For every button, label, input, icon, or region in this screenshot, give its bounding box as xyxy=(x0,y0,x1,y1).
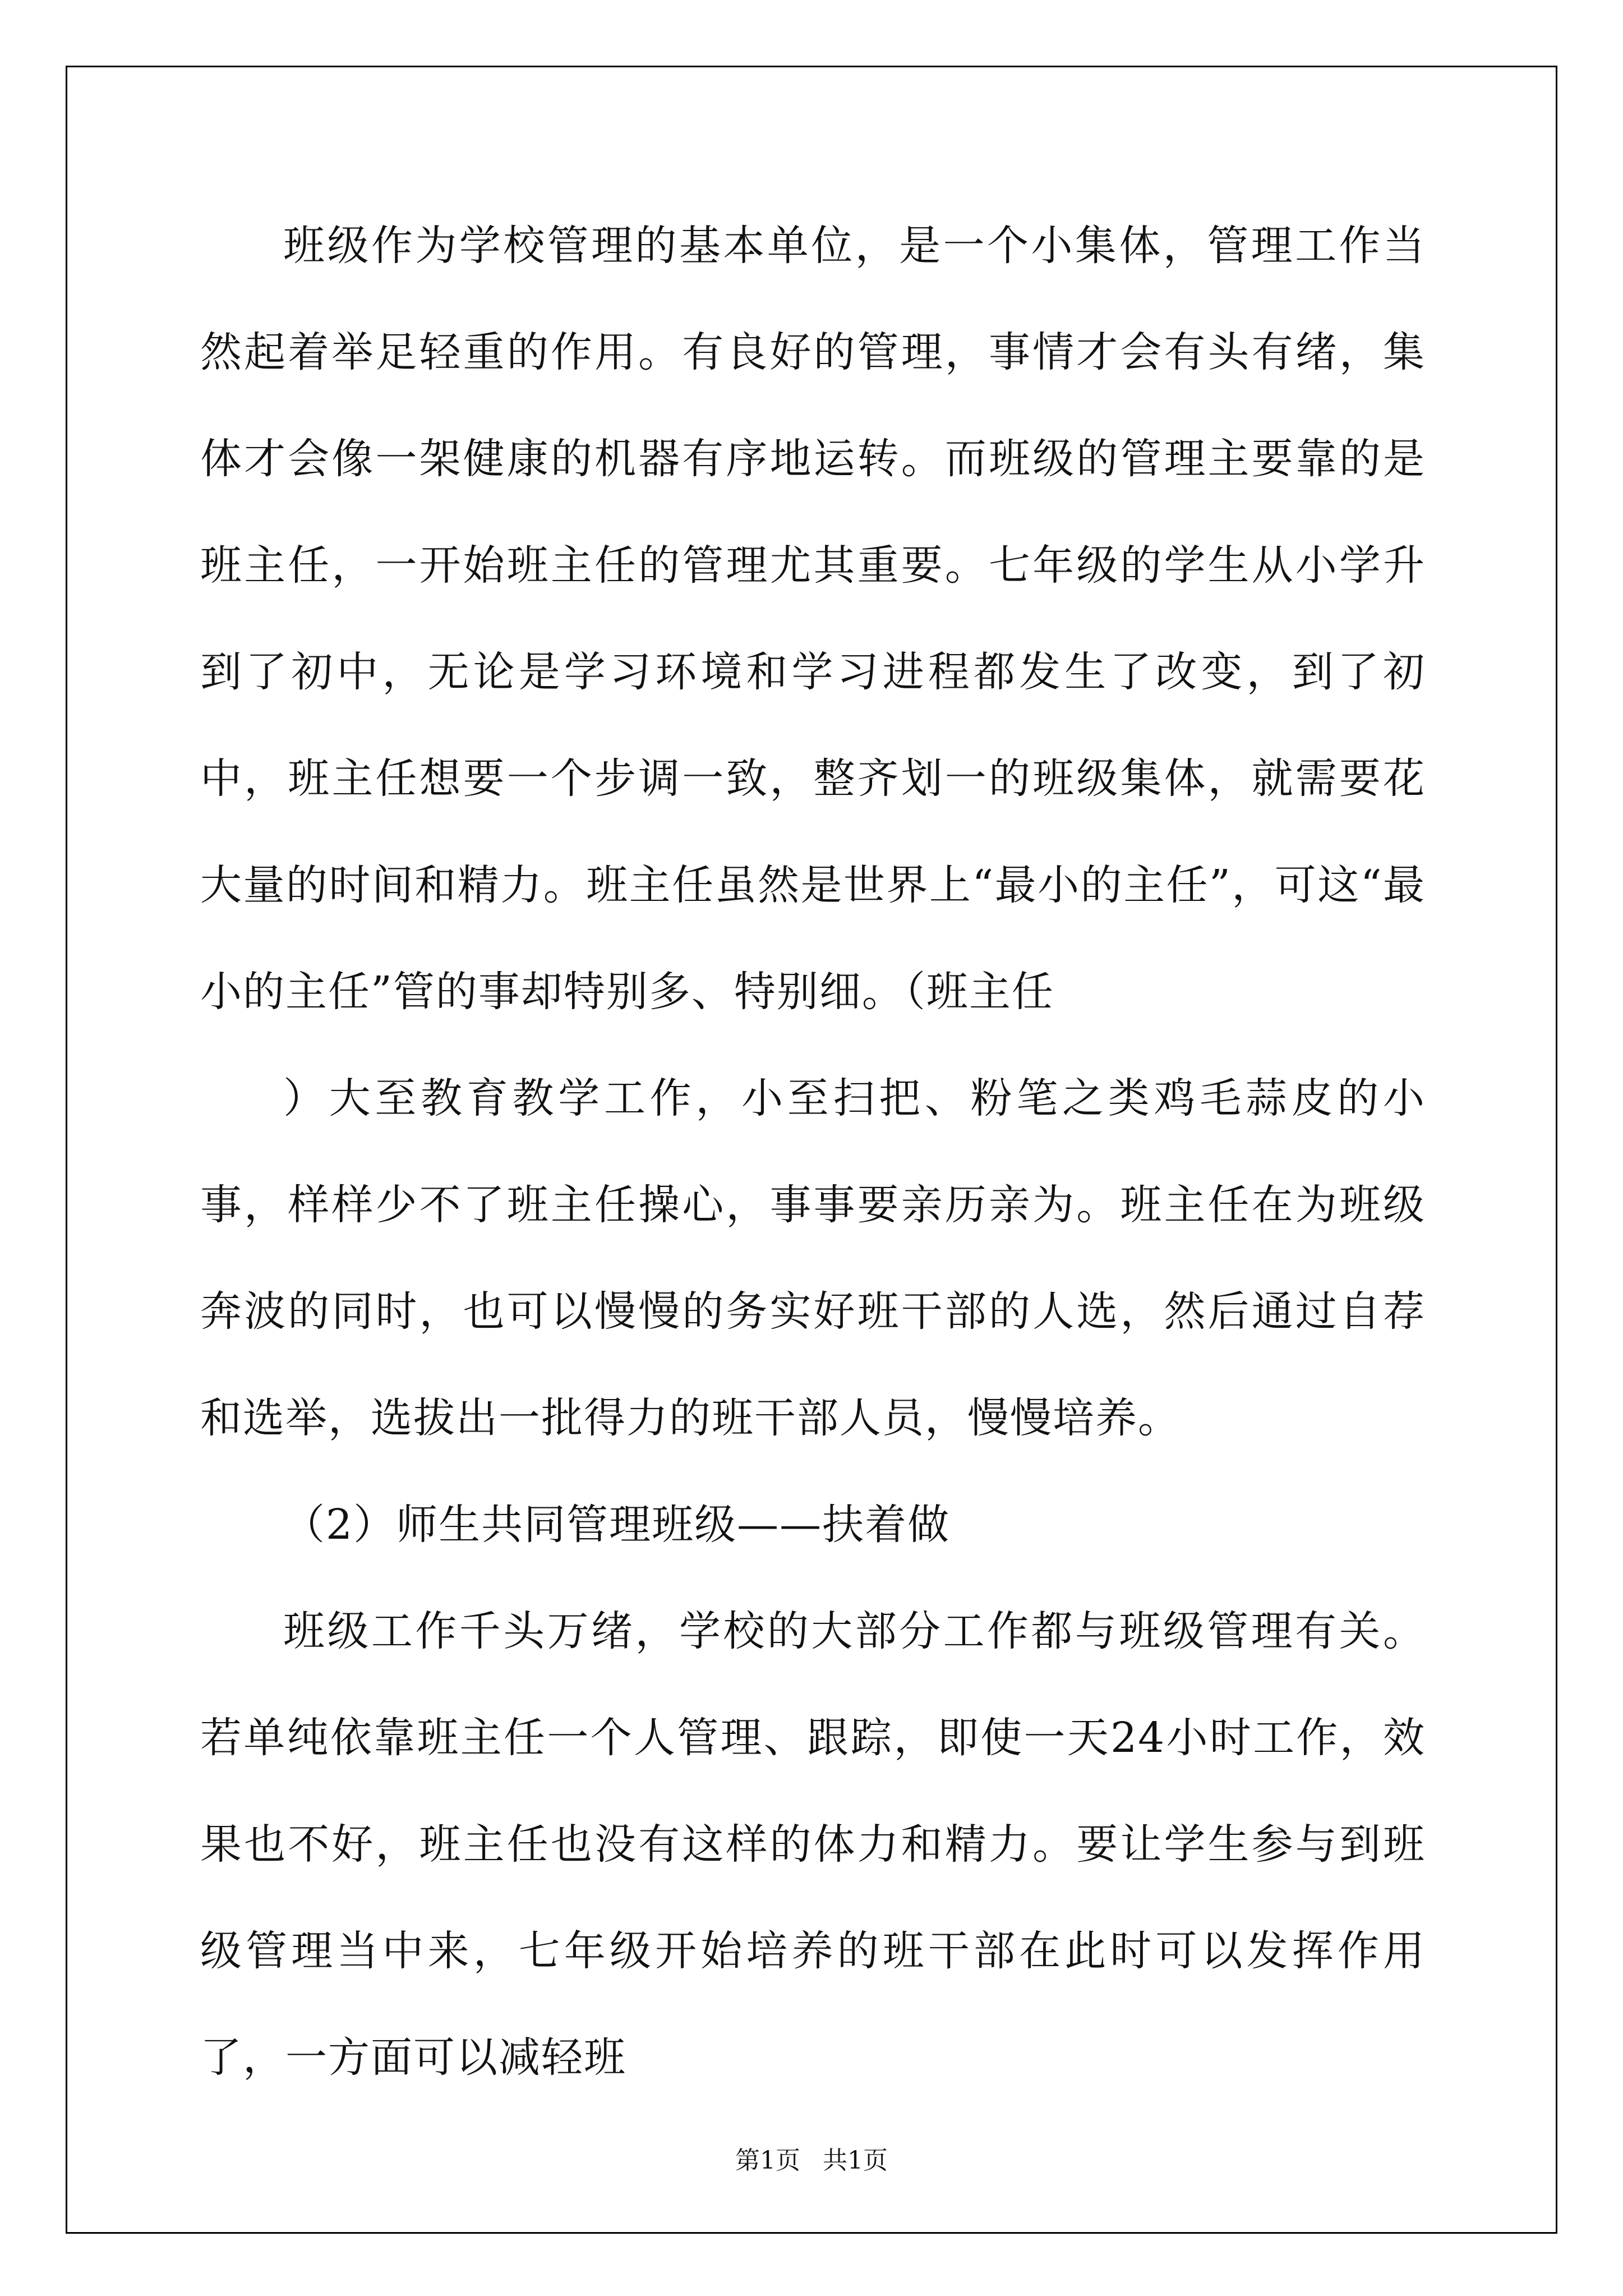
document-body xyxy=(200,192,1426,2111)
section-heading: （2）师生共同管理班级——扶着做 xyxy=(283,1501,951,1549)
page-total: 共1页 xyxy=(823,2146,888,2175)
paragraph-3: 班级工作千头万绪，学校的大部分工作都与班级管理有关。若单纯依靠班主任一个人管理、跟踪，即使一天24小时工作，效果也不好，班主任也没有这样的体力和精力。要让学生参与到班级管理当中来，七年级开始培养的班干部在此时可以发挥作用了，一方面可以减轻班 xyxy=(200,1607,1426,2082)
paragraph-1: 班级作为学校管理的基本单位，是一个小集体，管理工作当然起着举足轻重的作用。有良好的管理，事情才会有头有绪，集体才会像一架健康的机器有序地运转。而班级的管理主要靠的是班主任，一开始班主任的管理尤其重要。七年级的学生从小学升到了初中，无论是学习环境和学习进程都发生了改变，到了初中，班主任想要一个步调一致，整齐划一的班级集体，就需要花大量的时间和精力。班主任虽然是世界上“最小的主任”，可这“最小的主任”管的事却特别多、特别细。（班主任 xyxy=(200,222,1426,1016)
page-footer xyxy=(0,2140,1623,2176)
page-number: 第1页 xyxy=(735,2146,800,2175)
paragraph-2: ）大至教育教学工作，小至扫把、粉笔之类鸡毛蒜皮的小事，样样少不了班主任操心，事事要亲历亲为。班主任在为班级奔波的同时，也可以慢慢的务实好班干部的人选，然后通过自荐和选举，选拔出一批得力的班干部人员，慢慢培养。 xyxy=(200,1074,1426,1442)
